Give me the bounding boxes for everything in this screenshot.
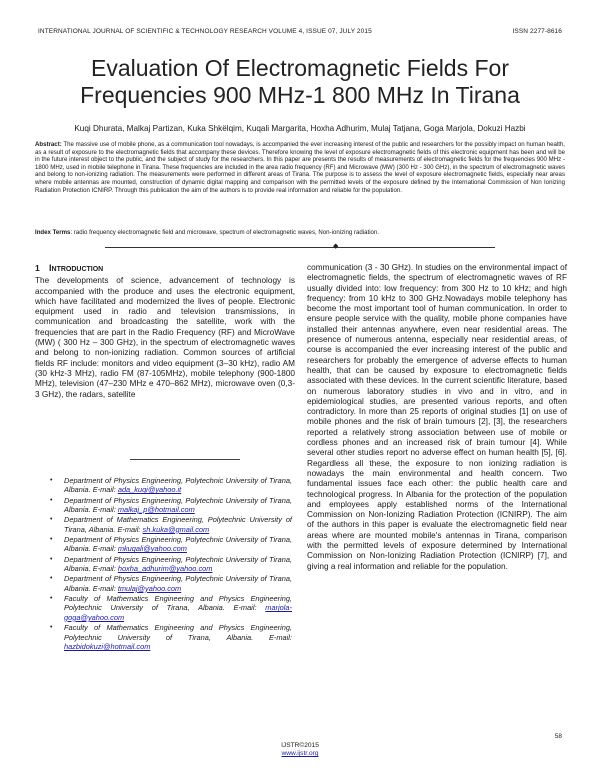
affiliation-text: Department of Physics Engineering, Polytechnic University of Tirana, Albania. E-mail: <box>64 554 292 574</box>
affiliation-text: Department of Physics Engineering, Polytechnic University of Tirana, Albania. E-mail: <box>64 476 292 495</box>
page-number: 58 <box>554 733 562 740</box>
email-link[interactable]: tmulaj@yahoo.com <box>117 583 182 593</box>
abstract <box>35 141 565 194</box>
email-link[interactable]: malkaj_p@hotmail.com <box>117 505 195 515</box>
affiliation-item <box>50 623 292 651</box>
footnote-rule <box>130 459 240 460</box>
affiliation-text: Faculty of Mathematics Engineering and Physics Engineering, Polytechnic University of Tirana, Albania. E-mail: <box>64 594 292 613</box>
issn-label: ISSN 2277-8616 <box>512 28 562 35</box>
section-title-initial: I <box>49 263 52 273</box>
email-link[interactable]: marjola-goga@yahoo.com <box>64 603 292 622</box>
abstract-text: The massive use of mobile phone, as a communication tool nowadays, is accompanied the ever increasing interest of the public and researchers for the possibly impact on human health, as a result of exposure to the electromagnetic fields that accompany these devices. Therefore knowing the level of exposure electromagnetic fields of this electronic equipment has been and will be in the future interest object to the public, and the subject of study for the researchers. In this paper are presents the results of measurements of electromagnetic fields for the frequencies 900 MHz - 1800 MHz, used in mobile telephone in Tirana. These frequencies are included in the area radio frequency (RF) and Microwave (MW) (300 Hz - 300 GHz), in the spectrum of electromagnetic waves and belong to non-ionizing radiation. The measurements were performed in different areas of Tirana. The purpose is to assess the level of exposure electromagnetic fields, especially near areas where mobile antennas are mounted, construction of dynamic digital mapping and comparison with the permitted levels of the exposure defined by the International Commission of Non Ionizing Radiation Protection ICNIRP. Through this publication the aim of the authors is to provide real information and reliable for the population. <box>35 141 565 194</box>
paper-title <box>60 55 540 109</box>
affiliation-item <box>50 574 292 593</box>
email-link[interactable]: sh.kuka@gmail.com <box>142 524 210 534</box>
bullet-icon: • <box>50 624 53 632</box>
intro-paragraph-left: The developments of science, advancement of technology is accompanied with the produce and uses the electronic equipment, which have facilitated and modernized the lives of people. Electronic equipment used in radio and television transmissions, in communication and broadcasting the satellite, work with the frequencies that are part in the Radio Frequency (RF) and MicroWave (MW) ( 300 Hz – 300 GHz), in the spectrum of electromagnetic waves and belong to non-ionizing radiation. Common sources of artificial fields RF include: monitors and video equipment (3–30 kHz), radio AM (30 kHz-3 MHz), radio FM (87-105MHz), mobile telephony (900-1800 MHz), television (47–230 MHz e 470–862 MHz), microwave oven (0,3-3 GHz), the radars, satellite <box>35 276 295 399</box>
affiliation-text: Department of Physics Engineering, Polytechnic University of Tirana, Albania. E-mail: <box>64 495 292 515</box>
index-terms-text: : radio frequency electromagnetic field and microwave, spectrum of electromagnetic waves, Non-ionizing radiation. <box>70 229 380 236</box>
bullet-icon: • <box>50 575 53 583</box>
section-heading <box>35 263 295 275</box>
running-header <box>38 28 562 38</box>
bullet-icon: • <box>50 496 53 504</box>
journal-url-link[interactable]: www.ijstr.org <box>281 750 319 757</box>
diamond-icon: ◆ <box>333 243 339 250</box>
bullet-icon: • <box>50 595 53 603</box>
affiliation-item <box>50 515 292 534</box>
title-line-1: Evaluation Of Electromagnetic Fields For <box>90 55 509 81</box>
email-link[interactable]: mkuqali@yahoo.com <box>117 544 187 554</box>
bullet-icon: • <box>50 555 53 563</box>
affiliation-item <box>50 594 292 622</box>
right-column <box>307 263 567 572</box>
section-title-rest: NTRODUCTION <box>51 266 104 273</box>
left-column <box>35 263 295 400</box>
abstract-label: Abstract: <box>35 141 62 148</box>
section-divider <box>35 244 565 250</box>
journal-code: IJSTR©2015 <box>281 742 319 749</box>
divider-line <box>105 247 495 248</box>
affiliation-item <box>50 476 292 495</box>
index-terms-label: Index Terms <box>35 229 71 236</box>
affiliation-text: Department of Mathematics Engineering, Polytechnic University of Tirana, Albania. E-mail: <box>64 515 292 534</box>
email-link[interactable]: hoxha_adhurim@yahoo.com <box>117 564 213 574</box>
journal-header: INTERNATIONAL JOURNAL OF SCIENTIFIC & TECHNOLOGY RESEARCH VOLUME 4, ISSUE 07, JULY 2015 <box>38 28 372 35</box>
affiliation-text: Department of Physics Engineering, Polytechnic University of Tirana, Albania. E-mail: <box>64 535 292 554</box>
author-list: Kuqi Dhurata, Malkaj Partizan, Kuka Shkëlqim, Kuqali Margarita, Hoxha Adhurim, Mulaj Tatjana, Goga Marjola, Dokuzi Hazbi <box>74 124 526 133</box>
page-footer <box>0 742 600 758</box>
bullet-icon: • <box>50 536 53 544</box>
affiliation-item <box>50 495 292 515</box>
title-line-2: Frequencies 900 MHz-1 800 MHz In Tirana <box>80 82 520 108</box>
email-link[interactable]: ada_kuqi@yahoo.it <box>117 485 182 495</box>
bullet-icon: • <box>50 477 53 484</box>
affiliation-item <box>50 554 292 574</box>
affiliation-text: Department of Physics Engineering, Polytechnic University of Tirana, Albania. E-mail: <box>64 574 292 593</box>
bullet-icon: • <box>50 516 53 524</box>
affiliation-item <box>50 535 292 554</box>
affiliation-list <box>50 476 292 652</box>
index-terms <box>35 229 565 237</box>
intro-paragraph-right: communication (3 - 30 GHz). In studies on the environmental impact of electromagnetic fields, the spectrum of electromagnetic waves of RF usually divided into: low frequency: from 300 Hz to 10 kHz; and high frequency: from 10 kHz to 300 GHz.Nowadays mobile telephony has become the most important tool of human communication. In order to ensure people service with the quality, mobile phone companies have installed their antennas anywhere, even near residential areas. The presence of numerous antenna, especially near residential areas, of course is accompanied the ever increasing interest of the public and researchers for probably the emergence of adverse effects to human health, that can be caused by exposure to electromagnetic fields associated with these devices. In the current scientific literature, based on numerous laboratory studies in vivo and in vitro, and in epidemiological studies, are presented various reports, and often contradictory. In more than 25 reports of original studies [1] on use of mobile phones and the risk of brain tumours [2], [3], the researchers reported a relatively strong association between use of mobile or cordless phones and an increased risk of brain tumour [4]. While several other studies report no adverse effect on human health [5], [6]. Regardless all these, the exposure to non ionizing radiation is nowadays the main environmental and health concern. Two fundamental issues face each other: the public health care and technological progress. In Albania for the protection of the population and employees apply established norms of the International Commission on Non-Ionizing Radiation Protection (ICNIRP). The aim of the authors in this paper is evaluate the electromagnetic field near areas where are mounted mobile's antennas in Tirana, comparison with the permitted levels of exposure determined by International Commission on Non-Ionizing Radiation Protection (ICNIRP) [7], and giving a real information and reliable for the population. <box>307 263 567 571</box>
email-link[interactable]: hazbidokuzi@hotmail.com <box>64 641 151 651</box>
section-number: 1 <box>35 263 40 273</box>
affiliation-text: Faculty of Mathematics Engineering and Physics Engineering, Polytechnic University of Tirana, Albania. E-mail: <box>64 623 292 642</box>
